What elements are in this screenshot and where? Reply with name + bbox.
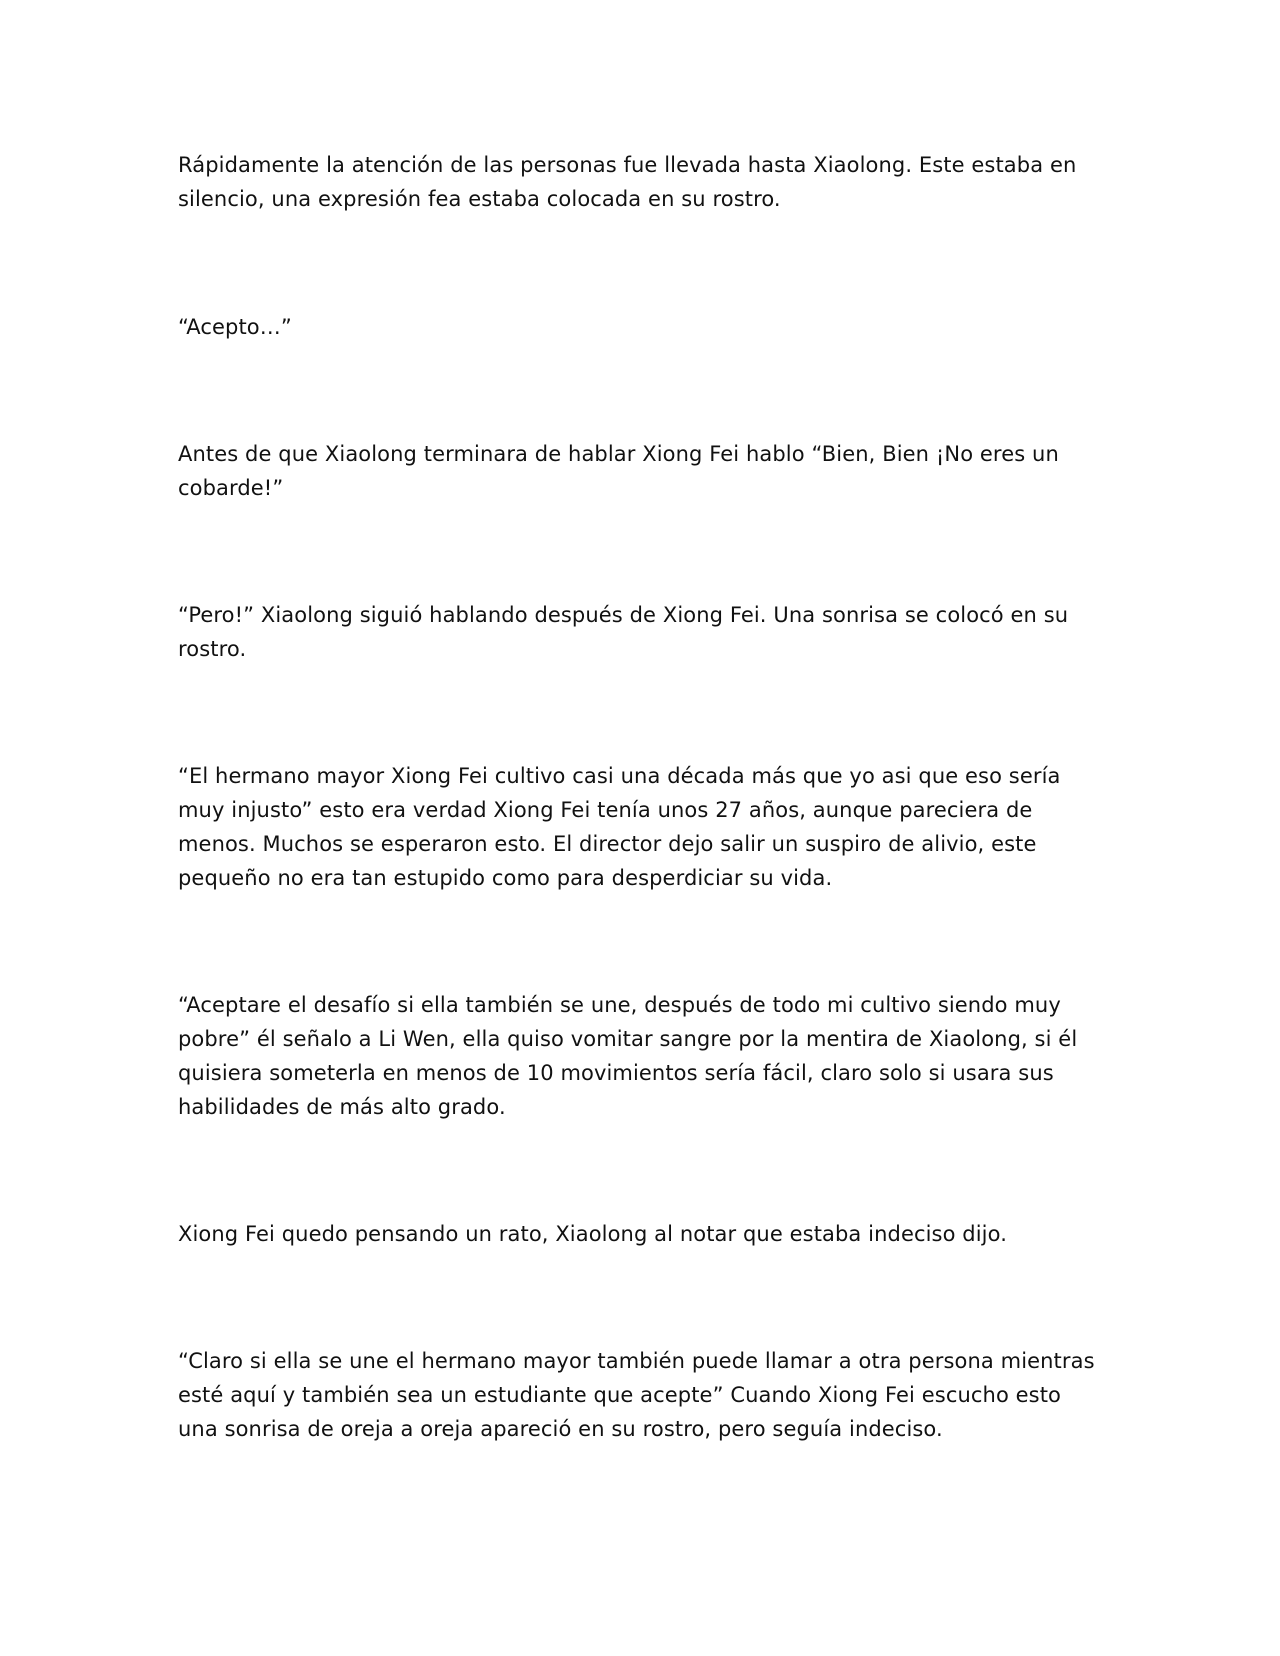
paragraph: “Acepto…”	[178, 315, 292, 339]
paragraph: “Pero!” Xiaolong siguió hablando después de Xiong Fei. Una sonrisa se colocó en su rostro.	[178, 603, 1069, 661]
paragraph: Xiong Fei quedo pensando un rato, Xiaolong al notar que estaba indeciso dijo.	[178, 1222, 1007, 1246]
paragraph: “Aceptare el desafío si ella también se une, después de todo mi cultivo siendo muy pobre” él señalo a Li Wen, ella quiso vomitar sangre por la mentira de Xiaolong, si él quisiera someterla en menos de 10 movimientos sería fácil, claro solo si usara sus habilidades de más alto grado.	[178, 993, 1078, 1119]
paragraph: “El hermano mayor Xiong Fei cultivo casi una década más que yo asi que eso sería muy injusto” esto era verdad Xiong Fei tenía unos 27 años, aunque pareciera de menos. Muchos se esperaron esto. El director dejo salir un suspiro de alivio, este pequeño no era tan estupido como para desperdiciar su vida.	[178, 764, 1061, 890]
paragraph: Antes de que Xiaolong terminara de hablar Xiong Fei hablo “Bien, Bien ¡No eres un cobarde!”	[178, 442, 1059, 500]
paragraph: Rápidamente la atención de las personas fue llevada hasta Xiaolong. Este estaba en silencio, una expresión fea estaba colocada en su rostro.	[178, 153, 1077, 211]
paragraph: “Claro si ella se une el hermano mayor también puede llamar a otra persona mientras esté aquí y también sea un estudiante que acepte” Cuando Xiong Fei escucho esto una sonrisa de oreja a oreja apareció en su rostro, pero seguía indeciso.	[178, 1349, 1095, 1441]
